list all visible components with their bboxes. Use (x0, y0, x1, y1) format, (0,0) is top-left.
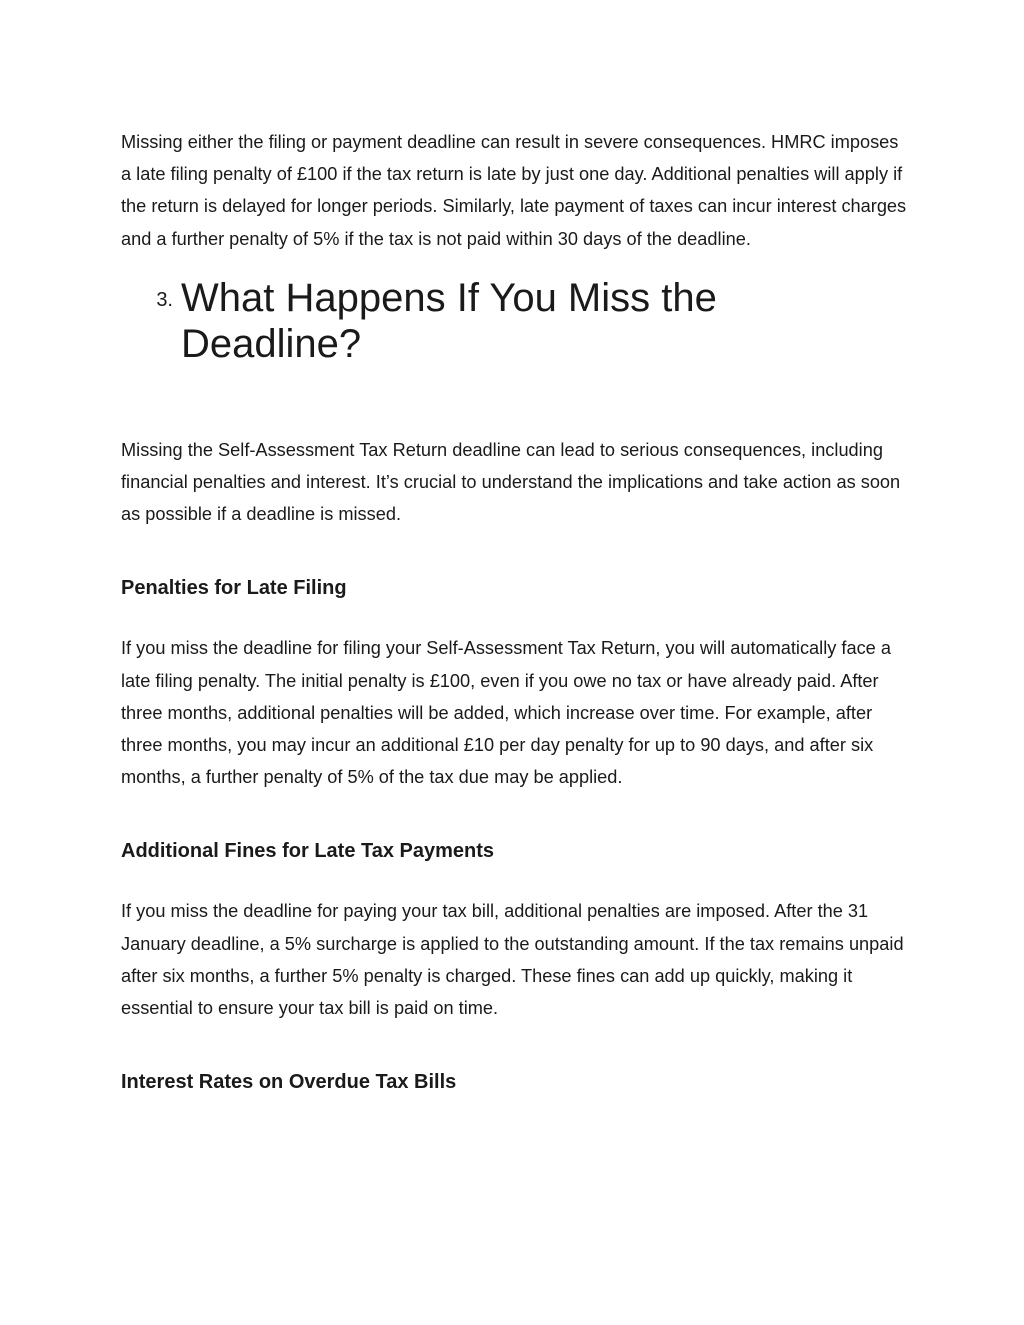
section-heading (121, 275, 911, 367)
missing-deadline-paragraph: Missing the Self-Assessment Tax Return deadline can lead to serious consequences, including financial penalties and interest. It’s crucial to understand the implications and take action as soon as possible if a deadline is missed. (121, 439, 901, 525)
late-filing-heading: Penalties for Late Filing (121, 577, 347, 600)
section-title: What Happens If You Miss the Deadline? (181, 275, 717, 366)
section-number: 3. (156, 288, 173, 311)
late-payments-heading: Additional Fines for Late Tax Payments (121, 840, 495, 863)
document-page (121, 126, 911, 1096)
interest-rates-heading: Interest Rates on Overdue Tax Bills (121, 1071, 457, 1094)
late-payments-paragraph: If you miss the deadline for paying your tax bill, additional penalties are imposed. After the 31 January deadline, a 5% surcharge is applied to the outstanding amount. If the tax remains unpaid after six months, a further 5% penalty is charged. These fines can add up quickly, making it essential to ensure your tax bill is paid on time. (121, 901, 904, 1019)
intro-paragraph: Missing either the filing or payment deadline can result in severe consequences. HMRC imposes a late filing penalty of £100 if the tax return is late by just one day. Additional penalties will apply if the return is delayed for longer periods. Similarly, late payment of taxes can incur interest charges and a further penalty of 5% if the tax is not paid within 30 days of the deadline. (121, 132, 907, 249)
late-filing-paragraph: If you miss the deadline for filing your Self-Assessment Tax Return, you will automatically face a late filing penalty. The initial penalty is £100, even if you owe no tax or have already paid. After three months, additional penalties will be added, which increase over time. For example, after three months, you may incur an additional £10 per day penalty for up to 90 days, and after six months, a further penalty of 5% of the tax due may be applied. (121, 638, 891, 788)
